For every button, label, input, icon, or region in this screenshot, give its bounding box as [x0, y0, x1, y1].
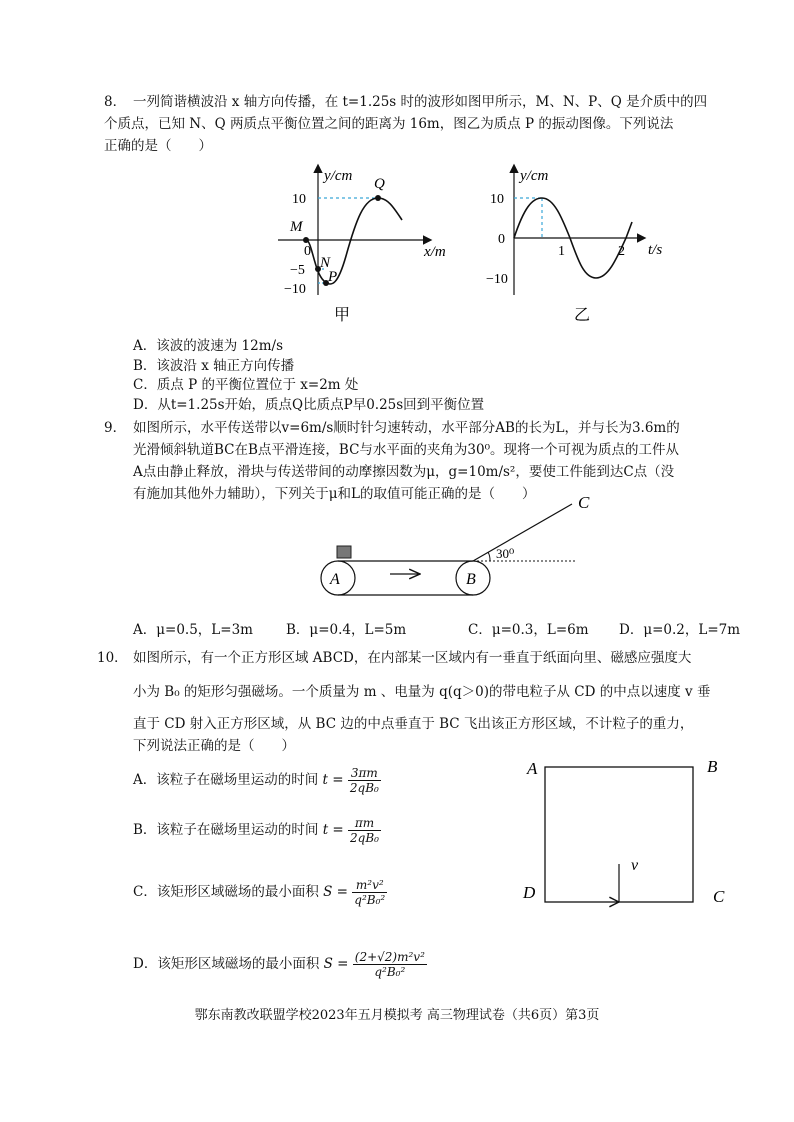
question-9-line-2: 光滑倾斜轨道BC在B点平滑连接，BC与水平面的夹角为30⁰。现将一个可视为质点的工件从 [133, 442, 680, 458]
question-10-line-4: 下列说法正确的是（ ） [133, 738, 295, 754]
q8-option-a[interactable]: A．该波的波速为 12m/s [133, 338, 283, 354]
label-c: C [578, 493, 590, 512]
y-axis-label: y/cm [520, 168, 549, 184]
question-10-line-3: 直于 CD 射入正方形区域，从 BC 边的中点垂直于 BC 飞出该正方形区域，不计粒子的重力， [133, 716, 694, 732]
question-9-line-1: 如图所示，水平传送带以v=6m/s顺时针匀速转动，水平部分AB的长为L，并与长为3.6m的 [133, 420, 680, 436]
label-a: A [330, 571, 340, 588]
caption-jia: 甲 [334, 307, 351, 324]
tick-y-minus10: −10 [486, 272, 508, 287]
wave-curve [306, 198, 402, 284]
label-N: N [320, 255, 331, 271]
point-M [303, 237, 309, 243]
q10-option-b-lhs: t = [322, 822, 344, 838]
page-footer: 鄂东南教改联盟学校2023年五月模拟考 高三物理试卷（共6页）第3页 [194, 1008, 600, 1023]
q9-option-d[interactable]: D．μ=0.2，L=7m [619, 622, 741, 638]
label-b: B [466, 571, 476, 588]
q10-option-b-fraction: $\frac{\pi m}{\text{2qB₀}}$ [350, 816, 379, 845]
question-8-line-2: 个质点，已知 N、Q 两质点平衡位置之间的距离为 16m，图乙为质点 P 的振动图像。下列说法 [104, 116, 674, 132]
question-10-line-1: 如图所示，有一个正方形区域 ABCD，在内部某一区域内有一垂直于纸面向里、磁感应强度大 [133, 650, 692, 666]
y-axis-label: y/cm [324, 168, 353, 184]
tick-y-10: 10 [292, 192, 306, 207]
wave-figure-jia [270, 160, 470, 330]
question-9-number: 9． [104, 420, 127, 436]
question-8-number: 8． [104, 94, 127, 110]
question-8-line-3: 正确的是（ ） [104, 138, 212, 154]
question-9-line-3: A点由静止释放，滑块与传送带间的动摩擦因数为μ，g=10m/s²，要使工件能到达C点（没 [133, 464, 675, 480]
label-c: C [713, 887, 725, 906]
tick-t-1: 1 [558, 244, 565, 259]
tick-y-0: 0 [498, 232, 505, 247]
q10-option-c[interactable] [133, 878, 387, 907]
point-Q [375, 195, 381, 201]
tick-origin: 0 [304, 244, 311, 259]
vibration-figure-yi [484, 160, 684, 330]
label-d: D [523, 883, 536, 902]
q10-option-a-lhs: t = [322, 772, 344, 788]
tick-y-minus5: −5 [290, 263, 305, 278]
tick-t-2: 2 [618, 244, 625, 259]
question-9-line-4: 有施加其他外力辅助），下列关于μ和L的取值可能正确的是（ ） [133, 486, 536, 502]
conveyor-figure [310, 486, 610, 606]
tick-y-minus10: −10 [284, 282, 306, 297]
q8-option-c[interactable]: C．质点 P 的平衡位置位于 x=2m 处 [133, 377, 359, 393]
label-a: A [527, 759, 538, 778]
label-b: B [707, 757, 718, 776]
q10-option-b-text: B．该粒子在磁场里运动的时间 [133, 822, 319, 838]
angle-label: 30⁰ [496, 546, 515, 561]
q9-option-c[interactable]: C．μ=0.3，L=6m [468, 622, 589, 638]
q10-option-d-text: D．该矩形区域磁场的最小面积 [133, 956, 320, 972]
label-M: M [290, 219, 303, 235]
label-P: P [328, 269, 338, 285]
label-v: v [631, 857, 639, 874]
q10-option-c-fraction: $\frac{\text{m²v²}}{\text{q²B₀²}}$ [354, 878, 386, 907]
q10-option-a-text: A．该粒子在磁场里运动的时间 [133, 772, 319, 788]
q8-option-b[interactable]: B．该波沿 x 轴正方向传播 [133, 358, 295, 374]
q8-option-d[interactable]: D．从t=1.25s开始，质点Q比质点P早0.25s回到平衡位置 [133, 397, 485, 413]
tick-y-10: 10 [490, 192, 504, 207]
question-10-number: 10． [97, 650, 128, 666]
q10-option-c-lhs: S = [323, 884, 348, 900]
q10-option-c-text: C．该矩形区域磁场的最小面积 [133, 884, 319, 900]
square-region-figure [515, 752, 735, 912]
t-axis-label: t/s [648, 242, 663, 258]
question-8-line-1: 一列简谐横波沿 x 轴方向传播，在 t=1.25s 时的波形如图甲所示，M、N、P、Q 是介质中的四 [133, 94, 708, 110]
x-axis-label: x/m [424, 244, 446, 260]
q9-option-b[interactable]: B．μ=0.4，L=5m [286, 622, 407, 638]
label-Q: Q [374, 176, 385, 192]
q9-option-a[interactable]: A．μ=0.5，L=3m [133, 622, 253, 638]
question-10-line-2: 小为 B₀ 的矩形匀强磁场。一个质量为 m 、电量为 q(q＞0)的带电粒子从 CD 的中点以速度 v 垂 [133, 684, 711, 700]
workpiece-block [337, 546, 351, 558]
q10-option-d-lhs: S = [323, 956, 349, 972]
q10-option-a[interactable] [133, 766, 381, 795]
q10-option-d-fraction: $\frac{\text{(2+√2)m²v²}}{\text{q²B₀²}}$ [354, 950, 425, 979]
q10-option-d[interactable] [133, 950, 427, 979]
q10-option-a-fraction: $\frac{3\pi m}{\text{2qB₀}}$ [349, 766, 379, 795]
q10-option-b[interactable] [133, 816, 381, 845]
caption-yi: 乙 [574, 307, 591, 324]
